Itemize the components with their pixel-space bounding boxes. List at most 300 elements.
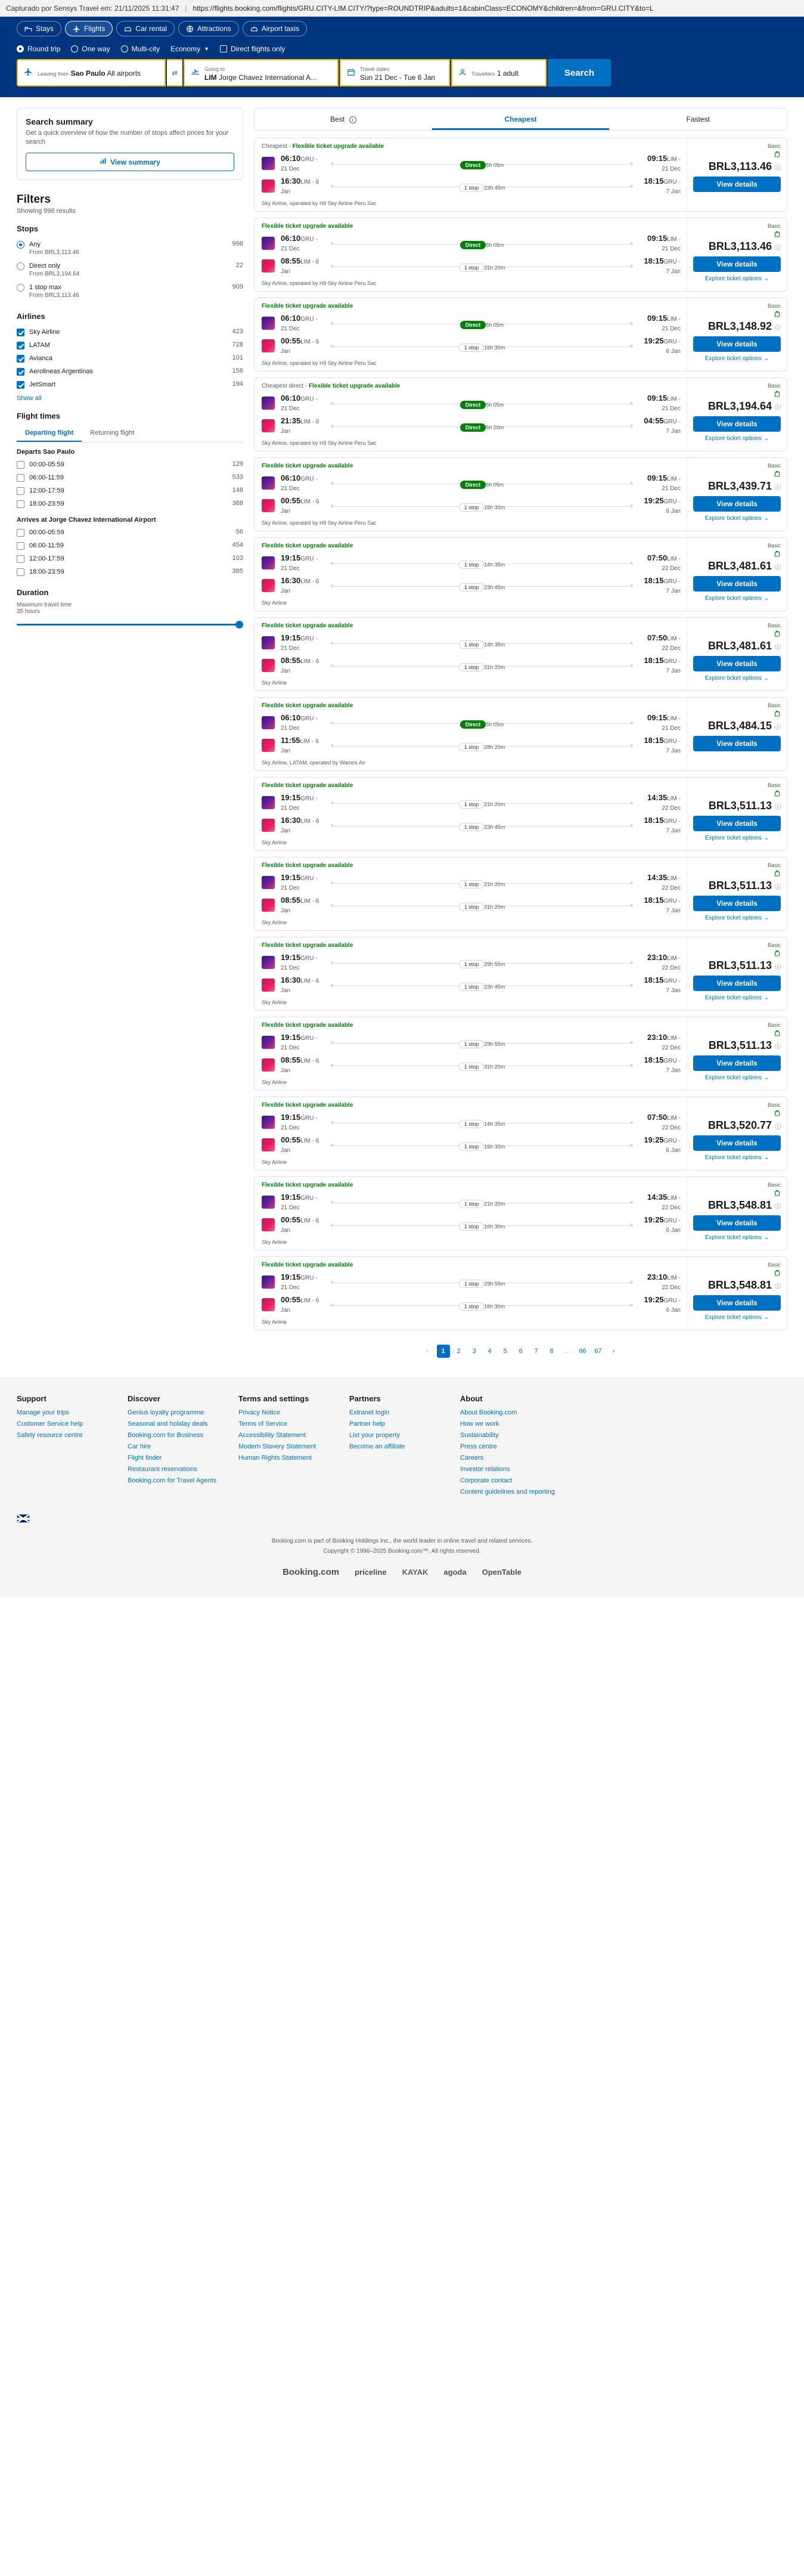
flight-price: BRL3,511.13 ⓘ <box>708 880 781 891</box>
footer-link-extranet-login[interactable]: Extranet login <box>349 1409 390 1416</box>
cabin-class: Basic <box>767 623 781 628</box>
flight-price-panel <box>687 698 787 770</box>
nav-item-car-rental[interactable] <box>116 21 175 36</box>
leg-departure <box>281 1295 322 1314</box>
departs-slot-0-count: 129 <box>232 460 243 467</box>
radio-multi-city[interactable] <box>121 45 128 52</box>
airline-logo-icon <box>262 1218 275 1231</box>
leg-departure <box>281 496 322 515</box>
leg-middle <box>328 1037 635 1048</box>
footer-link-human-rights[interactable]: Human Rights Statement <box>238 1454 312 1462</box>
leg-departure <box>281 1193 322 1212</box>
leg-arrival-time: 07:50 <box>647 1113 668 1122</box>
price-info-icon[interactable]: ⓘ <box>775 724 781 731</box>
leg-arrival-time: 14:35 <box>647 793 668 802</box>
radio-round-trip[interactable] <box>17 45 24 52</box>
view-summary-label: View summary <box>110 157 160 166</box>
airlines-show-all-link[interactable]: Show all <box>17 395 42 402</box>
checkbox-aerolineas-argentinas[interactable] <box>17 368 24 376</box>
tab-best[interactable] <box>254 109 432 130</box>
footer-legal <box>17 1523 787 1559</box>
leg-stops: 1 stop <box>459 823 485 831</box>
flight-card[interactable] <box>254 218 787 292</box>
leg-arrival-time: 09:15 <box>647 234 668 243</box>
pagination-page-1[interactable]: 1 <box>437 1345 450 1358</box>
flight-card[interactable] <box>254 1176 787 1250</box>
checkbox-departs-1[interactable] <box>17 474 24 482</box>
leg-arrival <box>641 553 681 572</box>
leg-arrival-time: 09:15 <box>647 154 668 163</box>
footer-link-for-business[interactable]: Booking.com for Business <box>128 1432 204 1439</box>
flight-leg <box>262 1271 681 1293</box>
legal-line-2: Copyright © 1996–2025 Booking.com™. All rights reserved. <box>323 1548 481 1555</box>
footer-link-customer-service[interactable]: Customer Service help <box>17 1420 83 1428</box>
price-info-icon[interactable]: ⓘ <box>775 325 781 332</box>
plane-arrive-icon <box>191 67 200 78</box>
radio-stops-one-stop[interactable] <box>17 284 24 292</box>
explore-ticket-options-link[interactable]: Explore ticket options ⌄ <box>704 835 769 841</box>
flight-leg <box>262 711 681 734</box>
price-info-icon[interactable]: ⓘ <box>775 1124 781 1131</box>
flight-badges <box>262 702 681 709</box>
leg-arrival-airport: GRU - 7 Jan <box>663 978 681 994</box>
airline-jetsmart[interactable] <box>17 378 243 391</box>
duration-slider[interactable] <box>17 620 243 631</box>
leg-duration: 5h 05m <box>486 481 504 488</box>
departs-slot-1-label: 06:00-11:59 <box>29 474 64 481</box>
leg-stops: 1 stop <box>459 343 485 352</box>
explore-ticket-options-link[interactable]: Explore ticket options ⌄ <box>704 675 769 682</box>
departs-slot-3[interactable] <box>17 497 243 510</box>
duration-slider-knob[interactable] <box>235 621 243 628</box>
view-details-button[interactable]: View details <box>693 1295 781 1311</box>
price-info-icon[interactable]: ⓘ <box>775 884 781 891</box>
pagination-page-2[interactable]: 2 <box>457 1348 461 1355</box>
explore-ticket-options-link[interactable]: Explore ticket options ⌄ <box>704 515 769 522</box>
swap-button[interactable] <box>167 59 182 86</box>
checkbox-departs-0[interactable] <box>17 461 24 469</box>
flight-price: BRL3,439.71 ⓘ <box>707 480 781 492</box>
brand-kayak[interactable]: KAYAK <box>402 1568 429 1577</box>
flight-card-details <box>254 778 687 850</box>
flight-card[interactable] <box>254 617 787 691</box>
checkbox-departs-3[interactable] <box>17 500 24 508</box>
leg-arrival-time: 07:50 <box>647 553 668 562</box>
pagination-page-4[interactable]: 4 <box>488 1348 492 1355</box>
flight-card[interactable] <box>254 377 787 451</box>
explore-ticket-options-link[interactable]: Explore ticket options ⌄ <box>704 1314 769 1321</box>
leg-stops: 1 stop <box>459 1120 485 1128</box>
chevron-down-icon: ⌄ <box>763 835 769 841</box>
stops-option-direct[interactable] <box>17 259 243 281</box>
view-details-button[interactable]: View details <box>693 496 781 512</box>
footer-link-investor-relations[interactable]: Investor relations <box>460 1466 510 1473</box>
leg-arrival <box>641 154 681 173</box>
explore-ticket-options-link[interactable]: Explore ticket options ⌄ <box>704 595 769 602</box>
flight-card[interactable] <box>254 138 787 212</box>
leg-middle <box>328 797 635 809</box>
airline-logo-icon <box>262 339 275 352</box>
view-details-button[interactable]: View details <box>693 896 781 911</box>
uk-flag-icon[interactable] <box>17 1514 30 1523</box>
airline-logo-icon <box>262 956 275 969</box>
leg-departure-time: 08:55 <box>281 896 301 905</box>
leg-departure-airport: GRU - 21 Dec <box>281 955 318 971</box>
badge-flexible-ticket: Flexible ticket upgrade available <box>262 782 353 789</box>
nav-item-airport-taxis[interactable] <box>243 21 307 36</box>
explore-ticket-options-link[interactable]: Explore ticket options ⌄ <box>704 275 769 282</box>
baggage-icons <box>693 710 781 717</box>
chevron-down-icon: ▼ <box>204 46 210 52</box>
pagination-page-6[interactable]: 6 <box>519 1348 523 1355</box>
price-info-icon[interactable]: ⓘ <box>775 165 781 172</box>
search-button[interactable]: Search <box>548 59 611 86</box>
stops-option-any[interactable] <box>17 238 243 259</box>
flight-card[interactable] <box>254 777 787 851</box>
departs-label: Departs Sao Paulo <box>17 448 75 456</box>
checkbox-arrives-2[interactable] <box>17 555 24 563</box>
tab-returning-flight[interactable]: Returning flight <box>90 429 135 436</box>
flight-card-details <box>254 138 687 211</box>
leg-stops: 1 stop <box>459 640 485 649</box>
price-info-icon[interactable]: ⓘ <box>775 245 781 252</box>
footer-link-restaurant-reservations[interactable]: Restaurant reservations <box>128 1466 197 1473</box>
price-info-icon[interactable]: ⓘ <box>775 964 781 971</box>
flight-price: BRL3,113.46 ⓘ <box>708 240 781 252</box>
origin-city: Sao Paulo <box>70 69 105 78</box>
arrives-slot-2-label: 12:00-17:59 <box>29 555 64 562</box>
search-summary-card <box>17 108 243 180</box>
view-details-button[interactable]: View details <box>693 336 781 352</box>
view-details-button[interactable]: View details <box>693 1215 781 1231</box>
footer-link-flight-finder[interactable]: Flight finder <box>128 1454 162 1462</box>
trip-type-one-way-label: One way <box>82 45 110 53</box>
checkbox-jetsmart[interactable] <box>17 381 24 389</box>
leg-arrival <box>641 1113 681 1132</box>
view-details-button[interactable]: View details <box>693 976 781 991</box>
capture-bar <box>0 0 804 17</box>
cabin-class: Basic <box>767 1262 781 1268</box>
tab-fastest-label: Fastest <box>686 115 710 123</box>
explore-ticket-options-link[interactable]: Explore ticket options ⌄ <box>704 355 769 362</box>
leg-arrival-time: 18:15 <box>644 256 664 265</box>
footer-link-about-booking[interactable]: About Booking.com <box>460 1409 517 1416</box>
leg-duration: 14h 35m <box>484 561 505 568</box>
arrives-slot-3[interactable] <box>17 565 243 578</box>
pagination-page-67[interactable]: 67 <box>594 1348 602 1355</box>
pagination-prev[interactable]: ‹ <box>426 1348 429 1355</box>
results-column <box>254 108 787 1373</box>
leg-middle <box>328 1277 635 1288</box>
view-details-button[interactable]: View details <box>693 177 781 192</box>
leg-departure-time: 00:55 <box>281 1215 301 1224</box>
footer-column-discover <box>128 1394 217 1500</box>
airline-logo-icon <box>262 1058 275 1072</box>
leg-arrival-airport: LIM - 22 Dec <box>662 556 681 572</box>
flight-operator: Sky Airline, operated by H9 Sky Airline Peru Sac <box>262 360 377 366</box>
leg-departure <box>281 314 322 333</box>
footer-link-press-centre[interactable]: Press centre <box>460 1443 497 1450</box>
flight-card[interactable] <box>254 937 787 1011</box>
trip-type-round-trip[interactable] <box>17 45 60 53</box>
footer-link-manage-trips[interactable]: Manage your trips <box>17 1409 70 1416</box>
pagination-next[interactable]: › <box>612 1348 615 1355</box>
radio-stops-any[interactable] <box>17 241 24 249</box>
footer-link-modern-slavery[interactable]: Modern Slavery Statement <box>238 1443 316 1450</box>
leg-arrival-airport: LIM - 22 Dec <box>662 955 681 971</box>
tab-departing-flight[interactable]: Departing flight <box>17 425 82 442</box>
price-info-icon[interactable]: ⓘ <box>775 565 781 571</box>
flight-card-details <box>254 378 687 451</box>
stops-option-one-stop[interactable] <box>17 281 243 302</box>
site-footer <box>0 1378 804 1597</box>
flight-card[interactable] <box>254 857 787 931</box>
leg-arrival-time: 19:25 <box>644 1295 664 1304</box>
flight-card[interactable] <box>254 1256 787 1330</box>
flight-card[interactable] <box>254 537 787 611</box>
explore-ticket-options-link[interactable]: Explore ticket options ⌄ <box>704 1234 769 1241</box>
footer-link-sustainability[interactable]: Sustainability <box>460 1432 499 1439</box>
pagination-page-5[interactable]: 5 <box>503 1348 507 1355</box>
airline-sky-airline[interactable] <box>17 326 243 339</box>
departs-slot-1[interactable] <box>17 471 243 484</box>
footer-link-car-hire[interactable]: Car hire <box>128 1443 151 1450</box>
leg-middle <box>328 1117 635 1128</box>
badge-flexible-ticket: Flexible ticket upgrade available <box>262 223 353 230</box>
leg-arrival <box>641 976 681 995</box>
footer-link-list-property[interactable]: List your property <box>349 1432 400 1439</box>
arrives-slot-0[interactable] <box>17 526 243 539</box>
leg-arrival-time: 07:50 <box>647 633 668 642</box>
flight-card[interactable] <box>254 697 787 771</box>
price-info-icon[interactable]: ⓘ <box>775 405 781 411</box>
checkbox-arrives-3[interactable] <box>17 568 24 576</box>
checkbox-latam[interactable] <box>17 342 24 349</box>
view-details-button[interactable]: View details <box>693 1135 781 1151</box>
cabin-class: Basic <box>767 702 781 708</box>
direct-flights-only-label: Direct flights only <box>231 45 285 53</box>
brand-opentable[interactable]: OpenTable <box>482 1568 521 1577</box>
departs-slot-2-count: 148 <box>232 487 243 494</box>
leg-departure-airport: GRU - 21 Dec <box>281 1035 318 1051</box>
footer-link-genius[interactable]: Genius loyalty programme <box>128 1409 204 1416</box>
airline-avianca[interactable] <box>17 352 243 365</box>
brand-priceline[interactable]: priceline <box>355 1568 387 1577</box>
checkbox-departs-2[interactable] <box>17 487 24 495</box>
flight-card[interactable] <box>254 1017 787 1091</box>
leg-departure-airport: GRU - 21 Dec <box>281 156 318 172</box>
footer-link-seasonal-deals[interactable]: Seasonal and holiday deals <box>128 1420 208 1428</box>
explore-ticket-options-link[interactable]: Explore ticket options ⌄ <box>704 435 769 442</box>
footer-link-become-affiliate[interactable]: Become an affiliate <box>349 1443 405 1450</box>
flight-card-details <box>254 1257 687 1330</box>
airline-logo-icon <box>262 1036 275 1049</box>
leg-departure-airport: LIM - 6 Jan <box>281 1138 319 1154</box>
leg-middle <box>328 261 635 272</box>
leg-stops: 1 stop <box>459 983 485 991</box>
brand-agoda[interactable]: agoda <box>443 1568 467 1577</box>
view-details-button[interactable]: View details <box>693 656 781 671</box>
footer-link-corporate-contact[interactable]: Corporate contact <box>460 1477 513 1484</box>
leg-stops: Direct <box>460 401 486 409</box>
footer-link-accessibility[interactable]: Accessibility Statement <box>238 1432 306 1439</box>
checkbox-avianca[interactable] <box>17 355 24 363</box>
pagination-page-7[interactable]: 7 <box>534 1348 538 1355</box>
airline-aerolineas-argentinas[interactable] <box>17 365 243 378</box>
price-info-icon[interactable]: ⓘ <box>775 1284 781 1290</box>
flight-badges: Cheapest · Flexible ticket upgrade available <box>262 143 384 150</box>
trip-type-multi-city[interactable] <box>121 45 160 53</box>
airline-logo-icon <box>262 157 275 170</box>
leg-middle <box>328 398 635 409</box>
leg-departure <box>281 953 322 972</box>
footer-link-how-we-work[interactable]: How we work <box>460 1420 499 1428</box>
view-details-button[interactable]: View details <box>693 1055 781 1071</box>
price-info-icon[interactable]: ⓘ <box>775 804 781 811</box>
view-details-button[interactable]: View details <box>693 256 781 272</box>
departs-slot-0[interactable] <box>17 458 243 471</box>
price-info-icon[interactable]: ⓘ <box>775 1204 781 1210</box>
checkbox-sky-airline[interactable] <box>17 329 24 336</box>
flight-card[interactable] <box>254 1097 787 1171</box>
footer-column-terms <box>238 1394 328 1500</box>
flight-price-panel <box>687 618 787 691</box>
footer-link-careers[interactable]: Careers <box>460 1454 484 1462</box>
search-panel <box>0 42 804 97</box>
leg-middle <box>328 340 635 352</box>
leg-duration: 5h 05m <box>486 242 504 248</box>
leg-stops: 1 stop <box>459 960 485 968</box>
destination-field[interactable] <box>184 59 339 86</box>
site-header <box>0 17 804 97</box>
leg-duration: 5h 05m <box>486 721 504 727</box>
flight-card[interactable] <box>254 298 787 371</box>
tab-fastest[interactable] <box>609 109 787 130</box>
departs-slot-0-label: 00:00-05:59 <box>29 461 64 468</box>
chevron-down-icon: ⌄ <box>763 995 769 1001</box>
dates-field[interactable] <box>340 59 450 86</box>
flight-leg <box>262 1031 681 1054</box>
airline-latam[interactable] <box>17 339 243 352</box>
airline-logo-icon <box>262 476 275 490</box>
checkbox-arrives-0[interactable] <box>17 529 24 537</box>
footer-link-safety-resource[interactable]: Safety resource centre <box>17 1432 83 1439</box>
flight-operator: Sky Airline, operated by H9 Sky Airline Peru Sac <box>262 440 377 446</box>
flight-operator: Sky Airline, operated by H9 Sky Airline Peru Sac <box>262 200 377 206</box>
flight-price: BRL3,511.13 ⓘ <box>708 1039 781 1051</box>
leg-departure-airport: GRU - 21 Dec <box>281 875 318 891</box>
leg-departure-airport: LIM - 6 Jan <box>281 578 319 595</box>
footer-columns <box>17 1394 787 1500</box>
flight-badges: Cheapest direct · Flexible ticket upgrade available <box>262 383 401 389</box>
view-details-button[interactable]: View details <box>693 416 781 432</box>
pagination-page-8[interactable]: 8 <box>550 1348 554 1355</box>
flight-leg <box>262 1054 681 1076</box>
checkbox-direct-only[interactable] <box>220 45 227 52</box>
leg-departure-time: 19:15 <box>281 553 301 562</box>
leg-duration: 21h 20m <box>484 1200 505 1207</box>
footer-link-travel-agents[interactable]: Booking.com for Travel Agents <box>128 1477 217 1484</box>
view-summary-button[interactable] <box>26 153 234 171</box>
badge-cheapest: Cheapest <box>262 143 287 150</box>
leg-arrival-airport: GRU - 7 Jan <box>663 818 681 834</box>
trip-type-one-way[interactable] <box>71 45 110 53</box>
cabin-class-select[interactable] <box>170 45 209 53</box>
leg-arrival-airport: LIM - 22 Dec <box>662 795 681 812</box>
flight-leg <box>262 472 681 494</box>
explore-ticket-options-link[interactable]: Explore ticket options ⌄ <box>704 1075 769 1081</box>
destination-value: Jorge Chavez International A... <box>219 73 317 82</box>
nav-item-attractions[interactable] <box>178 21 239 36</box>
nav-item-flights[interactable] <box>65 21 113 36</box>
tab-cheapest[interactable] <box>432 109 610 130</box>
leg-arrival <box>641 713 681 732</box>
explore-ticket-options-link[interactable]: Explore ticket options ⌄ <box>704 1154 769 1161</box>
footer-link-partner-help[interactable]: Partner help <box>349 1420 385 1428</box>
baggage-icons <box>693 1269 781 1277</box>
airline-logo-icon <box>262 739 275 752</box>
flight-card[interactable] <box>254 457 787 531</box>
view-details-button[interactable]: View details <box>693 816 781 831</box>
leg-departure-time: 06:10 <box>281 234 301 243</box>
origin-field[interactable] <box>17 59 166 86</box>
view-details-button[interactable]: View details <box>693 736 781 751</box>
info-icon[interactable]: i <box>349 116 356 123</box>
flight-leg <box>262 814 681 837</box>
leg-middle <box>328 238 635 249</box>
baggage-icons <box>693 470 781 478</box>
leg-arrival <box>641 633 681 652</box>
duration-filter-title: Duration <box>17 588 49 597</box>
nav-item-stays[interactable] <box>17 21 61 36</box>
person-icon <box>458 68 467 78</box>
price-info-icon[interactable]: ⓘ <box>775 1044 781 1051</box>
footer-link-content-guidelines[interactable]: Content guidelines and reporting <box>460 1488 555 1496</box>
leg-departure-airport: GRU - 21 Dec <box>281 716 318 732</box>
explore-ticket-options-link[interactable]: Explore ticket options ⌄ <box>704 915 769 921</box>
radio-stops-direct[interactable] <box>17 262 24 270</box>
flight-operator: Sky Airline, operated by H9 Sky Airline Peru Sac <box>262 520 377 526</box>
pagination-page-3[interactable]: 3 <box>472 1348 476 1355</box>
brand-booking[interactable]: Booking.com <box>283 1567 340 1577</box>
airline-logo-icon <box>262 716 275 729</box>
leg-arrival-airport: GRU - 6 Jan <box>663 499 681 515</box>
footer-link-privacy[interactable]: Privacy Notice <box>238 1409 281 1416</box>
explore-ticket-options-link[interactable]: Explore ticket options ⌄ <box>704 995 769 1001</box>
flight-card-details <box>254 937 687 1010</box>
price-info-icon[interactable]: ⓘ <box>775 485 781 491</box>
leg-departure <box>281 633 322 652</box>
pagination-page-66[interactable]: 66 <box>579 1348 586 1355</box>
baggage-icons <box>693 1189 781 1197</box>
leg-stops: 1 stop <box>459 561 485 569</box>
tab-cheapest-label: Cheapest <box>504 115 537 123</box>
departs-slot-2[interactable] <box>17 484 243 497</box>
checkbox-arrives-1[interactable] <box>17 542 24 550</box>
footer-link-terms-of-service[interactable]: Terms of Service <box>238 1420 287 1428</box>
leg-middle <box>328 877 635 888</box>
arrives-slot-1[interactable] <box>17 539 243 552</box>
cabin-class: Basic <box>767 383 781 389</box>
leg-departure-time: 06:10 <box>281 713 301 722</box>
radio-one-way[interactable] <box>71 45 78 52</box>
view-details-button[interactable]: View details <box>693 576 781 592</box>
direct-flights-only-toggle[interactable] <box>220 45 285 53</box>
travellers-field[interactable] <box>451 59 547 86</box>
price-info-icon[interactable]: ⓘ <box>775 645 781 651</box>
leg-arrival-time: 18:15 <box>644 656 664 665</box>
arrives-slot-2[interactable] <box>17 552 243 565</box>
